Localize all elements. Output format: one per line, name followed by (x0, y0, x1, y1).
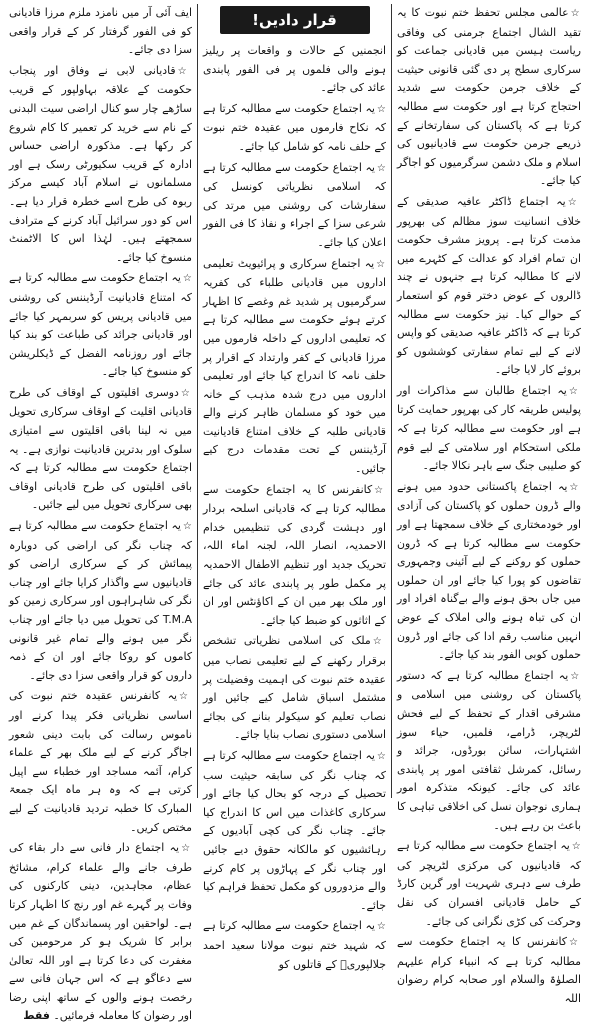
resolution-paragraph: ☆یہ کانفرنس عقیدہ ختم نبوت کی اساسی نظریاتی فکر پیدا کرنے اور ناموس رسالت کی بابت دینی شعور اجاگر کرنے کے لیے ملک بھر کے علماء کرام، آئمہ مساجد اور خطباء سے اپیل کرتی ہے کہ وہ ہر ماہ ایک جمعۃ المبارک کا خطبہ تردید قادیانیت کے لیے مختص کریں۔ (9, 689, 193, 834)
resolution-paragraph: ☆یہ اجتماع حکومت سے مطالبہ کرتا ہے کہ چناب نگر کی اراضی کی دوبارہ پیمائش کر کے سرکاری اراضی کو قادیانیوں سے واگذار کرایا جائے اور چناب نگر کی شاہراہوں اور سرکاری زمین کو T.M.A کی تحویل میں دیا جائے اور چناب نگر میں ہونے والے تمام غیر قانونی کاموں کو روکا جائے اور ان کے ذمہ داروں کو قرار واقعی سزا دی جائے۔ (9, 519, 193, 682)
star-bullet-icon: ☆ (372, 636, 387, 648)
star-bullet-icon: ☆ (376, 750, 387, 762)
star-bullet-icon: ☆ (571, 841, 582, 853)
star-bullet-icon: ☆ (376, 103, 387, 115)
resolution-paragraph: ☆قادیانی لابی نے وفاق اور پنجاب حکومت کے علاقہ بہاولپور کے قریب ساڑھے چار سو کنال اراضی سیت البدنی کے نام سے خرید کر تعمیر کا کام شروع کر رکھا ہے۔ مذکورہ اراضی حساس ادارہ کے قریب سکیورٹی رسک ہے اور مسلمانوں نے اسلام آباد کیسے مرکز ربوہ کی طرح اسے خطرہ قرار دیا ہے۔ اس کو دور سرائیل آباد کرنے کے مترادف سمجھتے ہیں۔ لہٰذا اس کا الاٹمنٹ منسوخ کیا جائے۔ (9, 63, 192, 264)
resolution-paragraph: ☆کانفرنس کا یہ اجتماع حکومت سے مطالبہ کرتا ہے کہ قادیانی اسلحہ بردار اور دہشت گردی کی تنظیمیں خدام الاحمدیہ، انصار اللہ، لجنہ اماء اللہ، تحریک جدید اور تنظیم الاطفال الاحمدیہ پر مکمل طور پر پابندی عائد کی جائے اور ملک بھر میں ان کے اکاؤنٹس اور ان کے اثاثوں کو ضبط کیا جائے۔ (203, 482, 386, 627)
star-bullet-icon: ☆ (568, 385, 581, 397)
resolution-paragraph: ☆یہ اجتماع طالبان سے مذاکرات اور پولیس طریقہ کار کی بھرپور حمایت کرتا ہے اور حکومت سے مطالبہ کرتا ہے کہ ملکی استحکام اور سلامتی کے لیے قوم کو صلیبی جنگ سے باہر نکالا جائے۔ (397, 383, 581, 473)
star-bullet-icon: ☆ (570, 8, 582, 19)
star-bullet-icon: ☆ (177, 65, 192, 77)
resolution-paragraph: ☆یہ اجتماع حکومت سے مطالبہ کرتا ہے کہ امتناع قادیانیت آرڈیننس کی روشنی میں قادیانی پریس کو سربمہر کیا جائے اور قادیانی جرائد کی طباعت کو بند کیا جائے اور روزنامہ الفضل کے ڈیکلریشن کو منسوخ کیا جائے۔ (9, 271, 193, 379)
star-bullet-icon: ☆ (182, 521, 193, 533)
star-bullet-icon: ☆ (569, 481, 582, 493)
resolution-paragraph: ایف آئی آر میں نامزد ملزم مرزا قادیانی کو فی الفور گرفتار کر کے قرار واقعی سزا دی جائے۔ (9, 6, 192, 57)
star-bullet-icon: ☆ (374, 484, 386, 496)
star-bullet-icon: ☆ (376, 258, 387, 270)
resolution-paragraph: ☆یہ اجتماع حکومت سے مطالبہ کرتا ہے کہ اسلامی نظریاتی کونسل کی سفارشات کی روشنی میں مرتد کی شرعی سزا کے اجراء و نفاذ کا فی الفور اعلان کیا جائے۔ (203, 160, 387, 249)
resolution-paragraph: ☆یہ اجتماع مطالبہ کرتا ہے کہ دستور پاکستان کی روشنی میں اسلامی و مشرقی اقدار کے تحفظ کے لیے فحش لٹریچر، ڈرامے، فلمیں، حیاء سوز اشتہارات، سائن بورڈوں، جرائد و رسائل، کمرشل ثقافتی امور پر پابندی عائد کی جائے۔ کیونکہ متذکرہ امور ہماری نوجوان نسل کی اخلاقی تباہی کا باعث بن رہے ہیں۔ (397, 668, 581, 832)
resolution-paragraph: ☆یہ اجتماع حکومت سے مطالبہ کرتا ہے کہ شہید ختم نبوت مولانا سعید احمد جلالپوریؒ کے قاتلوں کو (203, 919, 387, 971)
resolution-paragraph: ☆دوسری اقلیتوں کے اوقاف کی طرح قادیانی اقلیت کے اوقاف سرکاری تحویل میں نہ لینا باقی اقلیتوں سے امتیازی سلوک اور بدترین قادیانیت نوازی ہے۔ یہ اجتماع حکومت سے مطالبہ کرتا ہے کہ باقی اقلیتوں کی طرح قادیانی اوقاف بھی سرکاری تحویل میں لیے جائیں۔ (9, 385, 192, 512)
star-bullet-icon: ☆ (568, 937, 581, 949)
star-bullet-icon: ☆ (570, 670, 581, 682)
star-bullet-icon: ☆ (181, 843, 193, 855)
star-bullet-icon: ☆ (376, 921, 387, 933)
resolutions-banner: قرار دادیں! (220, 6, 370, 34)
resolution-paragraph: ☆یہ اجتماع سرکاری و پرائیویٹ تعلیمی اداروں میں قادیانی طلباء کی کفریہ سرگرمیوں پر شدید غم وغصے کا اظہار کرتے ہوئے حکومت سے مطالبہ کرتا ہے کہ تعلیمی اداروں کے داخلہ فارموں میں مرزا قادیانی کے کفر وارتداد کے اقرار پر حلف نامہ کا اندراج کیا جائے اور تعلیمی اداروں میں درج شدہ مذہب کے خانہ میں خود کو مسلمان ظاہر کرنے والے قادیانی طلبہ کے خلاف امتناع قادیانیت آرڈیننس کے تحت مقدمات درج کیے جائیں۔ (203, 256, 387, 476)
resolution-paragraph: انجمنیں کے حالات و واقعات پر ریلیز ہونے والی فلموں پر فی الفور پابندی عائد کی جائے۔ (203, 44, 386, 95)
resolution-paragraph: ☆عالمی مجلس تحفظ ختم نبوت کا یہ تقید الشال اجتماع جرمنی کی وفاقی ریاست ہیسن میں قادیانی جماعت کو سرکاری سطح پر دی گئی قانونی حیثیت کے خلاف جرمن حکومت سے شدید احتجاج کرتا ہے اور حکومت سے مطالبہ کرتا ہے کہ پاکستان کی سفارتخانے کے ذریعے جرمن حکومت سے قادیانیوں کی اسلام و ملک دشمن سرگرمیوں کو اجاگر کیا جائے۔ (397, 6, 582, 188)
star-bullet-icon: ☆ (180, 387, 192, 399)
resolution-paragraph: ☆ملک کی اسلامی نظریاتی تشخص برقرار رکھنے کے لیے تعلیمی نصاب میں عقیدہ ختم نبوت کی اہمیت وفضیلت پر مشتمل اسباق شامل کیے جائیں اور نصاب تعلیم کو سیکولر بنانے کی بجائے اسلامی دستوری نصاب بنایا جائے۔ (203, 634, 387, 742)
star-bullet-icon: ☆ (376, 162, 387, 174)
star-bullet-icon: ☆ (567, 196, 581, 208)
star-bullet-icon: ☆ (182, 273, 193, 285)
resolution-paragraph: ☆یہ اجتماع ڈاکٹر عافیہ صدیقی کے خلاف انسانیت سوز مظالم کی بھرپور مذمت کرتا ہے۔ پرویز مشرف حکومت ان تمام افراد کو عدالت کے کٹہرے میں لانے کا مطالبہ کرتا ہے جنہوں نے چند ڈالروں کے عوض دختر قوم کو استعمار کے حوالے کیا۔ نیز حکومت سے مطالبہ کرتا ہے کہ ڈاکٹر عافیہ صدیقی کو واپس لانے کے لیے تمام سفارتی کوششوں کو بروئے کار لایا جائے۔ (397, 194, 581, 377)
resolution-paragraph: ☆یہ اجتماع حکومت سے مطالبہ کرتا ہے کہ قادیانیوں کی مرکزی لٹریچر کی طرف سے دہری شہریت اور گرین کارڈ کے حامل قادیانی افسران کی نقل وحرکت کی کڑی نگرانی کی جائے۔ (397, 839, 582, 928)
column-left (4, 4, 198, 1023)
resolution-paragraph: ☆یہ اجتماع پاکستانی حدود میں ہونے والے ڈرون حملوں کو پاکستان کی آزادی اور خودمختاری کے خلاف سمجھتا ہے اور حکومت سے مطالبہ کرتا ہے کہ ڈرون حملوں کو روکنے کے لیے آئینی وجمہوری تقاضوں کو پورا کیا جائے اور ان حملوں میں جاں بحق ہونے والے بےگناہ افراد اور ان کی تباہ ہونے والی املاک کے عوض انہیں مناسب رقم ادا کی جائے اور ڈرون حملوں کوبی الفور بند کیا جائے۔ (397, 479, 582, 662)
column-middle (198, 4, 392, 971)
resolution-paragraph: ☆یہ اجتماع حکومت سے مطالبہ کرتا ہے کہ چناب نگر کی سابقہ حیثیت سب تحصیل کے درجہ کو بحال کیا جائے اور سرکاری کاغذات میں اس کا اندراج کیا جائے۔ چناب نگر کی کچی آبادیوں کے رہائشیوں کو مالکانہ حقوق دیے جائیں اور چناب نگر کے پہاڑوں پر کام کرنے والے مزدوروں کو مکمل تحفظ فراہم کیا جائے۔ (203, 748, 387, 912)
resolution-paragraph: ☆یہ اجتماع دار فانی سے دار بقاء کی طرف جانے والے علماء کرام، مشائخ عظام، مجاہدین، دینی کارکنوں کی وفات پر گہرے غم اور رنج کا اظہار کرتا ہے۔ لواحقین اور پسماندگان کے غم میں برابر کا شریک ہو کر مرحومین کی مغفرت کی دعا کرتا ہے اور اللہ تعالیٰ سے دعاگو ہے کہ اس جہان فانی سے رخصت ہونے والوں کے ساتھ اپنی رضا اور رضوان کا معاملہ فرمائیں۔ فقط (9, 841, 193, 1023)
resolution-paragraph: ☆یہ اجتماع حکومت سے مطالبہ کرتا ہے کہ نکاح فارموں میں عقیدہ ختم نبوت کے حلف نامہ کو شامل کیا جائے۔ (203, 101, 387, 153)
star-bullet-icon: ☆ (179, 691, 193, 703)
resolution-paragraph: ☆کانفرنس کا یہ اجتماع حکومت سے مطالبہ کرتا ہے کہ انبیاء کرام علیہم الصلوٰۃ والسلام اور صحابہ کرام رضوان اللہ (397, 935, 581, 1005)
column-right (392, 4, 586, 1005)
sign-off: فقط (23, 1009, 50, 1023)
